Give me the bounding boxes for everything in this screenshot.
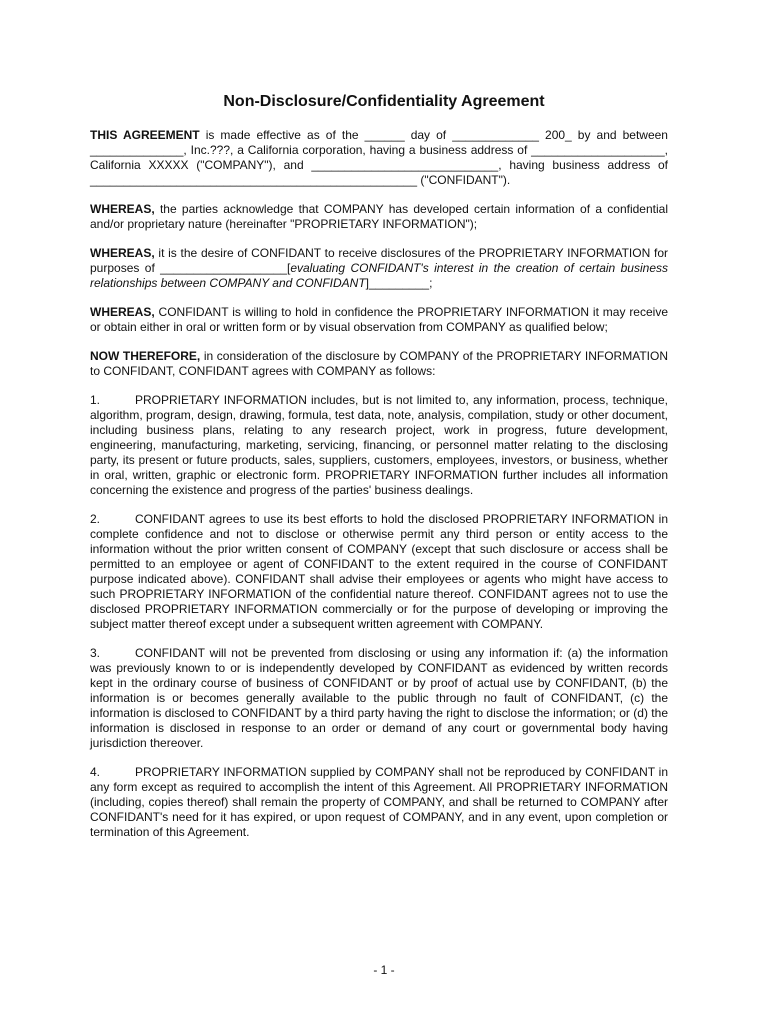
section-text: PROPRIETARY INFORMATION supplied by COMPANY shall not be reproduced by CONFIDANT in any form except as required to accomplish the intent of this Agreement. All PROPRIETARY INFORMATION (including, copies thereof) shall remain the property of COMPANY, and shall be returned to COMPANY after CONFIDANT's need for it has expired, or upon request of COMPANY, and in any event, upon completion or termination of this Agreement. [90, 765, 668, 839]
agreement-intro-lead: THIS AGREEMENT [90, 128, 200, 142]
whereas-text-end: ]_________; [365, 276, 433, 290]
whereas-paragraph-1 [90, 202, 668, 232]
whereas-text: the parties acknowledge that COMPANY has developed certain information of a confidential and/or proprietary nature (hereinafter "PROPRIETARY INFORMATION"); [90, 202, 668, 231]
agreement-intro-paragraph [90, 128, 668, 188]
whereas-text: CONFIDANT is willing to hold in confidence the PROPRIETARY INFORMATION it may receive or obtain either in oral or written form or by visual observation from COMPANY as qualified below; [90, 305, 668, 334]
section-text: CONFIDANT will not be prevented from disclosing or using any information if: (a) the information was previously known to or is independently developed by CONFIDANT as evidenced by written records kept in the ordinary course of business of CONFIDANT or by proof of actual use by CONFIDANT, (b) the information is or becomes generally available to the public through no fault of CONFIDANT, (c) the information is disclosed to CONFIDANT by a third party having the right to disclose the information; or (d) the information is disclosed in response to an order or demand of any court or governmental body having jurisdiction thereover. [90, 646, 668, 750]
section-text: CONFIDANT agrees to use its best efforts to hold the disclosed PROPRIETARY INFORMATION in complete confidence and not to disclose or otherwise permit any third person or entity access to the information without the prior written consent of COMPANY (except that such disclosure or access shall be permitted to an employee or agent of CONFIDANT to the extent required in the course of CONFIDANT purpose indicated above). CONFIDANT shall advise their employees or agents who might have access to such PROPRIETARY INFORMATION of the confidential nature thereof. CONFIDANT agrees not to use the disclosed PROPRIETARY INFORMATION commercially or for the purpose of developing or improving the subject matter thereof except under a subsequent written agreement with COMPANY. [90, 512, 668, 631]
whereas-paragraph-3 [90, 305, 668, 335]
section-text: PROPRIETARY INFORMATION includes, but is not limited to, any information, process, technique, algorithm, program, design, drawing, formula, test data, note, analysis, compilation, study or other document, including business plans, relating to any research project, work in progress, future development, engineering, manufacturing, marketing, servicing, financing, or personnel matter relating to the disclosing party, its present or future products, sales, suppliers, customers, employees, investors, or business, whether in oral, written, graphic or electronic form. PROPRIETARY INFORMATION further includes all information concerning the existence and progress of the parties' business dealings. [90, 393, 668, 497]
section-1 [90, 393, 668, 498]
document-body [90, 128, 668, 854]
whereas-lead: WHEREAS, [90, 305, 155, 319]
section-2 [90, 512, 668, 632]
now-therefore-text: in consideration of the disclosure by COMPANY of the PROPRIETARY INFORMATION to CONFIDANT, CONFIDANT agrees with COMPANY as follows: [90, 349, 668, 378]
page-number: - 1 - [373, 963, 395, 977]
section-4 [90, 765, 668, 840]
section-number: 3. [90, 646, 101, 660]
section-number: 4. [90, 765, 101, 779]
document-title: Non-Disclosure/Confidentiality Agreement [223, 93, 545, 110]
whereas-lead: WHEREAS, [90, 246, 155, 260]
now-therefore-lead: NOW THEREFORE, [90, 349, 201, 363]
whereas-lead: WHEREAS, [90, 202, 155, 216]
now-therefore-paragraph [90, 349, 668, 379]
whereas-paragraph-2 [90, 246, 668, 291]
section-number: 1. [90, 393, 101, 407]
section-number: 2. [90, 512, 101, 526]
agreement-intro-text: is made effective as of the ______ day of _____________ 200_ by and between ______________, Inc.???, a California corporation, having a business address of ____________________, California XXXXX ("COMPANY"), and ____________________________, having business address of _________________________________________________ ("CONFIDANT"). [90, 128, 668, 187]
whereas-text: it is the desire of CONFIDANT to receive disclosures of the PROPRIETARY INFORMATION for purposes of ___________________[ [90, 246, 668, 275]
section-3 [90, 646, 668, 751]
whereas-italic-text: evaluating CONFIDANT's interest in the creation of certain business relationships between COMPANY and CONFIDANT [90, 261, 668, 290]
